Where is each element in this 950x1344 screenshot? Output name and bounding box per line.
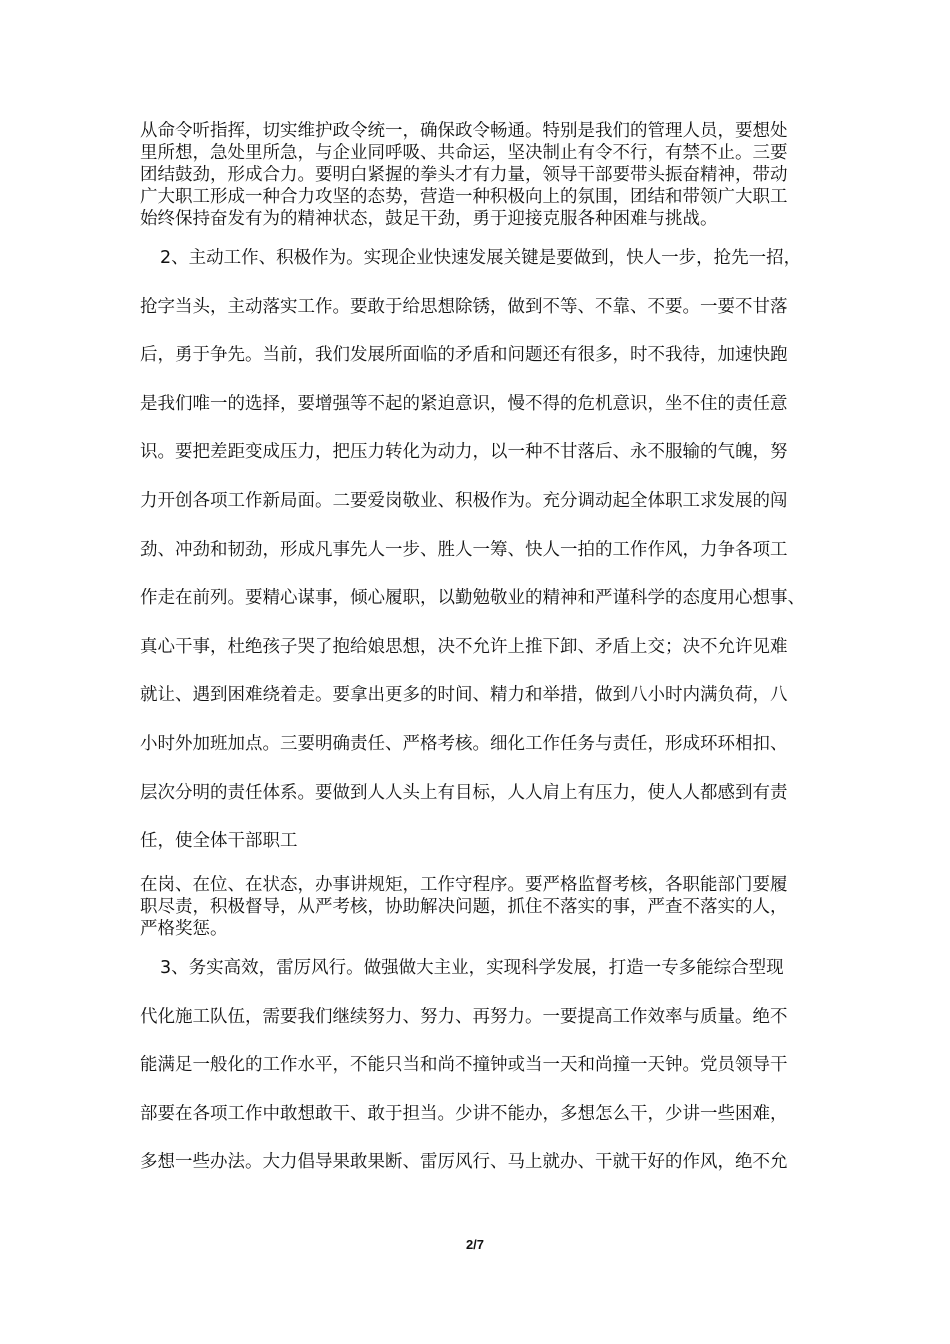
text-line: 部要在各项工作中敢想敢干、敢于担当。少讲不能办，多想怎么干，少讲一些困难， [140, 1103, 788, 1124]
text-line: 劲、冲劲和韧劲，形成凡事先人一步、胜人一筹、快人一拍的工作作风，力争各项工 [140, 539, 788, 560]
text-line: 多想一些办法。大力倡导果敢果断、雷厉风行、马上就办、干就干好的作风，绝不允 [140, 1152, 788, 1173]
paragraph-continuation [140, 120, 830, 230]
text-line: 识。要把差距变成压力，把压力转化为动力，以一种不甘落后、永不服输的气魄，努 [140, 442, 788, 463]
text-line: 代化施工队伍，需要我们继续努力、努力、再努力。一要提高工作效率与质量。绝不 [140, 1006, 788, 1027]
text-line: 任，使全体干部职工 [140, 831, 298, 852]
text-line: 团结鼓劲，形成合力。要明白紧握的拳头才有力量，领导干部要带头振奋精神，带动 [140, 165, 788, 185]
text-line: 职尽责，积极督导，从严考核，协助解决问题，抓住不落实的事，严查不落实的人， [140, 897, 788, 917]
paragraph-section-3 [140, 956, 830, 1175]
text-line: 层次分明的责任体系。要做到人人头上有目标，人人肩上有压力，使人人都感到有责 [140, 782, 788, 803]
text-line: 从命令听指挥，切实维护政令统一，确保政令畅通。特别是我们的管理人员，要想处 [140, 121, 788, 141]
text-line: 里所想，急处里所急，与企业同呼吸、共命运，坚决制止有令不行，有禁不止。三要 [140, 143, 788, 163]
text-line: 就让、遇到困难绕着走。要拿出更多的时间、精力和举措，做到八小时内满负荷，八 [140, 685, 788, 706]
text-line: 小时外加班加点。三要明确责任、严格考核。细化工作任务与责任，形成环环相扣、 [140, 733, 788, 754]
text-line: 作走在前列。要精心谋事，倾心履职，以勤勉敬业的精神和严谨科学的态度用心想事、 [140, 588, 805, 609]
text-line: 3、务实高效，雷厉风行。做强做大主业，实现科学发展，打造一专多能综合型现 [160, 958, 784, 978]
text-line: 能满足一般化的工作水平，不能只当和尚不撞钟或当一天和尚撞一天钟。党员领导干 [140, 1055, 788, 1076]
text-line: 在岗、在位、在状态，办事讲规矩，工作守程序。要严格监督考核，各职能部门要履 [140, 875, 788, 895]
text-line: 严格奖惩。 [140, 919, 228, 939]
text-line: 2、主动工作、积极作为。实现企业快速发展关键是要做到，快人一步，抢先一招， [160, 248, 802, 268]
text-line: 广大职工形成一种合力攻坚的态势，营造一种积极向上的氛围，团结和带领广大职工 [140, 187, 788, 207]
paragraph-section-2 [140, 246, 830, 854]
text-line: 后，勇于争先。当前，我们发展所面临的矛盾和问题还有很多，时不我待，加速快跑 [140, 345, 788, 366]
text-line: 始终保持奋发有为的精神状态，鼓足干劲，勇于迎接克服各种困难与挑战。 [140, 209, 718, 229]
text-line: 真心干事，杜绝孩子哭了抱给娘思想，决不允许上推下卸、矛盾上交；决不允许见难 [140, 636, 788, 657]
text-line: 抢字当头，主动落实工作。要敢于给思想除锈，做到不等、不靠、不要。一要不甘落 [140, 296, 788, 317]
text-line: 是我们唯一的选择，要增强等不起的紧迫意识，慢不得的危机意识，坐不住的责任意 [140, 393, 788, 414]
paragraph-middle [140, 874, 830, 940]
page-number: 2/7 [465, 1237, 485, 1252]
text-line: 力开创各项工作新局面。二要爱岗敬业、积极作为。充分调动起全体职工求发展的闯 [140, 490, 788, 511]
